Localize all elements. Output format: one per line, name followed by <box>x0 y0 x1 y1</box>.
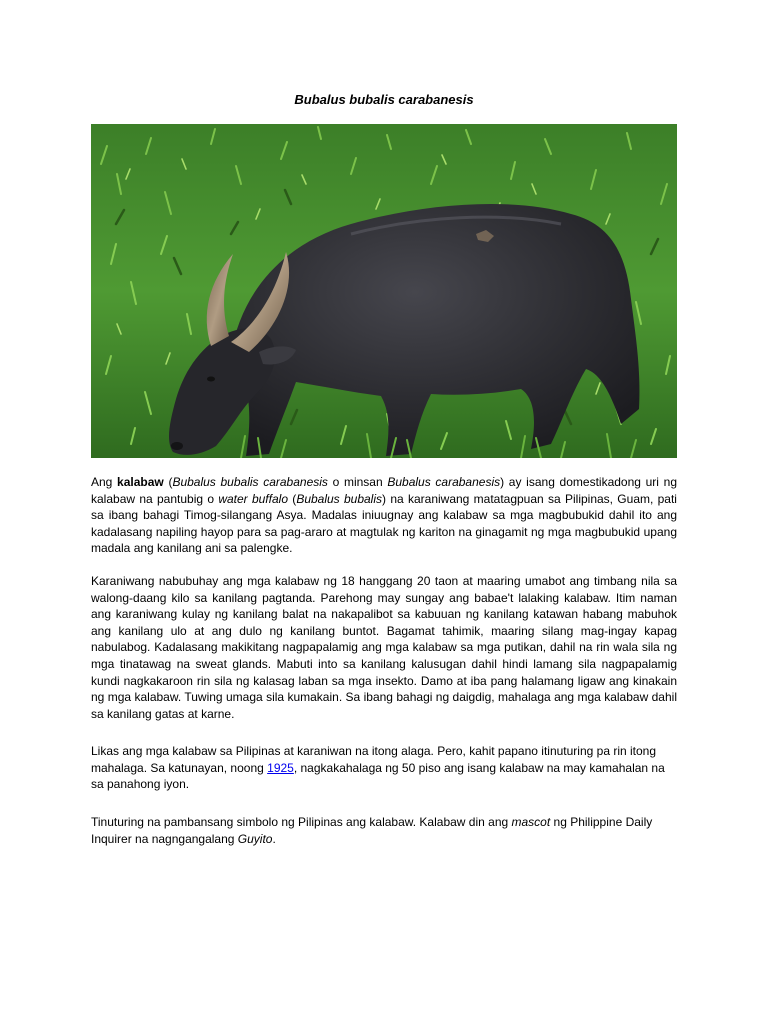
scientific-name: Bubalus carabanesis <box>387 475 501 489</box>
text-run: ng Philippine Daily Inquirer na nagngangalang <box>91 815 653 846</box>
english-term: water buffalo <box>218 491 288 506</box>
scientific-name: Bubalus bubalis carabanesis <box>172 475 328 489</box>
paragraph-symbol <box>91 814 677 847</box>
text-run: ( <box>288 491 297 506</box>
paragraph-history <box>91 743 677 793</box>
text-run: Likas ang mga kalabaw sa Pilipinas at karaniwan na itong alaga. Pero, kahit papano itinuturing pa rin itong mahalaga. Sa katunayan, noong <box>91 744 657 775</box>
text-run: , nagkakahalaga ng 50 piso ang isang kalabaw na may kamahalan na sa panahong iyon. <box>91 760 665 792</box>
text-run: ) na karaniwang matatagpuan sa Pilipinas, Guam, pati sa ibang bahagi Timog-silangang Asya. Madalas iniuugnay ang kalabaw sa mga magbubukid dahil ito ang kadalasang napiling hayop para sa pag-araro at magtulak ng kariton na ginagamit ng mga magbubukid upang madala ang kanilang ani sa palengke. <box>91 491 677 556</box>
text-run: ( <box>163 475 173 489</box>
paragraph-intro <box>91 474 677 557</box>
mascot-name: Guyito <box>237 831 273 846</box>
text-run: . <box>272 831 276 846</box>
text-run: o minsan <box>327 475 388 489</box>
year-1925-link[interactable]: 1925 <box>267 760 294 775</box>
carabao-photo <box>91 124 677 458</box>
text-run: ) ay isang domestikadong uri ng kalabaw na pantubig o <box>91 475 678 506</box>
document-title: Bubalus bubalis carabanesis <box>294 92 474 107</box>
text-run: Tinuturing na pambansang simbolo ng Pilipinas ang kalabaw. Kalabaw din ang <box>91 815 512 829</box>
term-mascot: mascot <box>511 815 551 829</box>
text-run: Ang <box>91 475 118 489</box>
scientific-name: Bubalus bubalis <box>296 491 383 506</box>
term-kalabaw: kalabaw <box>117 475 164 489</box>
paragraph-description: Karaniwang nabubuhay ang mga kalabaw ng 18 hanggang 20 taon at maaring umabot ang timbang nila sa walong-daang kilo sa kanilang pagtanda. Parehong may sungay ang babae't lalaking kalabaw. Itim naman ang karaniwang kulay ng kanilang balat na nakapalibot sa kabuuan ng kanilang katawan habang mabuhok ang kanilang ulo at ang dulo ng kanilang buntot. Bagamat tahimik, maaring silang mag-ingay kapag nabulabog. Kadalasang makikitang nagpapalamig ang mga kalabaw sa mga putikan, dahil na rin wala sila ng mga tinatawag na sweat glands. Mabuti into sa kanilang kalusugan dahil hindi lamang sila nagpapalamig kundi nagkakaroon rin sila ng kalasag laban sa mga insekto. Damo at iba pang halamang ligaw ang kinakain ng mga kalabaw. Tuwing umaga sila kumakain. Sa ibang bahagi ng daigdig, mahalaga ang mga kalabaw dahil sa kanilang gatas at karne. <box>91 574 677 721</box>
